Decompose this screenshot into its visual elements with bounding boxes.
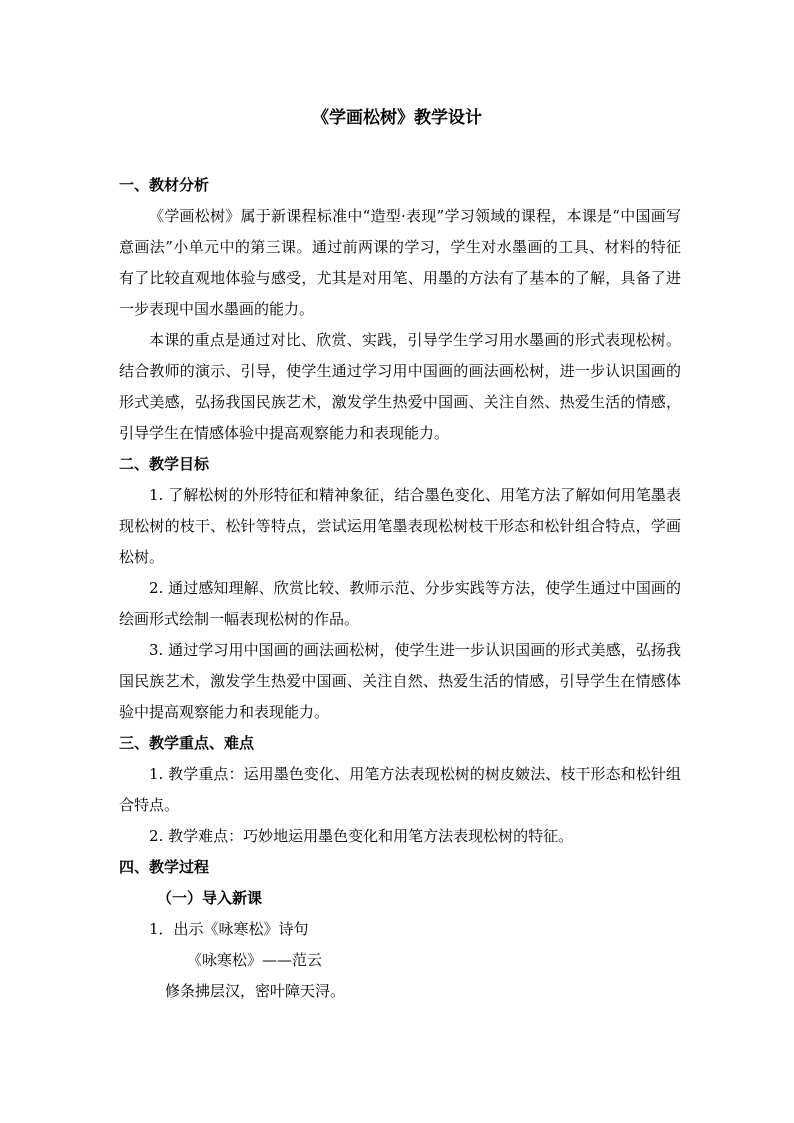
process-item-1: 1．出示《咏寒松》诗句 (149, 920, 309, 938)
poem-title: 《咏寒松》——范云 (187, 951, 323, 969)
goal-item-3: 3. 通过学习用中国画的画法画松树，使学生进一步认识国画的形式美感，弘扬我国民族艺术，激发学生热爱中国画、关注自然、热爱生活的情感，引导学生在情感体验中提高观察能力和表现能力。 (119, 641, 681, 721)
key-point-item-2: 2. 教学难点：巧妙地运用墨色变化和用笔方法表现松树的特征。 (149, 827, 574, 845)
poem-line-1: 修条拂层汉，密叶障天浔。 (165, 982, 346, 1000)
section-heading-teaching-goals: 二、教学目标 (119, 455, 210, 473)
paragraph-textbook-analysis-1: 《学画松树》属于新课程标准中“造型·表现”学习领域的课程，本课是“中国画写意画法”小单元中的第三课。通过前两课的学习，学生对水墨画的工具、材料的特征有了比较直观地体验与感受，尤其是对用笔、用墨的方法有了基本的了解，具备了进一步表现中国水墨画的能力。 (119, 207, 681, 318)
document-body (119, 170, 681, 1007)
goal-item-1: 1. 了解松树的外形特征和精神象征，结合墨色变化、用笔方法了解如何用笔墨表现松树的枝干、松针等特点，尝试运用笔墨表现松树枝干形态和松针组合特点，学画松树。 (119, 486, 681, 566)
subsection-heading-introduction: （一）导入新课 (157, 889, 263, 907)
goal-item-2: 2. 通过感知理解、欣赏比较、教师示范、分步实践等方法，使学生通过中国画的绘画形式绘制一幅表现松树的作品。 (119, 579, 681, 628)
paragraph-textbook-analysis-2: 本课的重点是通过对比、欣赏、实践，引导学生学习用水墨画的形式表现松树。结合教师的演示、引导，使学生通过学习用中国画的画法画松树，进一步认识国画的形式美感，弘扬我国民族艺术，激发学生热爱中国画、关注自然、热爱生活的情感，引导学生在情感体验中提高观察能力和表现能力。 (119, 331, 681, 442)
section-heading-teaching-process: 四、教学过程 (119, 858, 210, 876)
document-title: 《学画松树》教学设计 (312, 108, 482, 128)
section-heading-textbook-analysis: 一、教材分析 (119, 176, 210, 194)
section-heading-key-points: 三、教学重点、难点 (119, 734, 255, 752)
key-point-item-1: 1. 教学重点：运用墨色变化、用笔方法表现松树的树皮皴法、枝干形态和松针组合特点。 (119, 765, 681, 814)
